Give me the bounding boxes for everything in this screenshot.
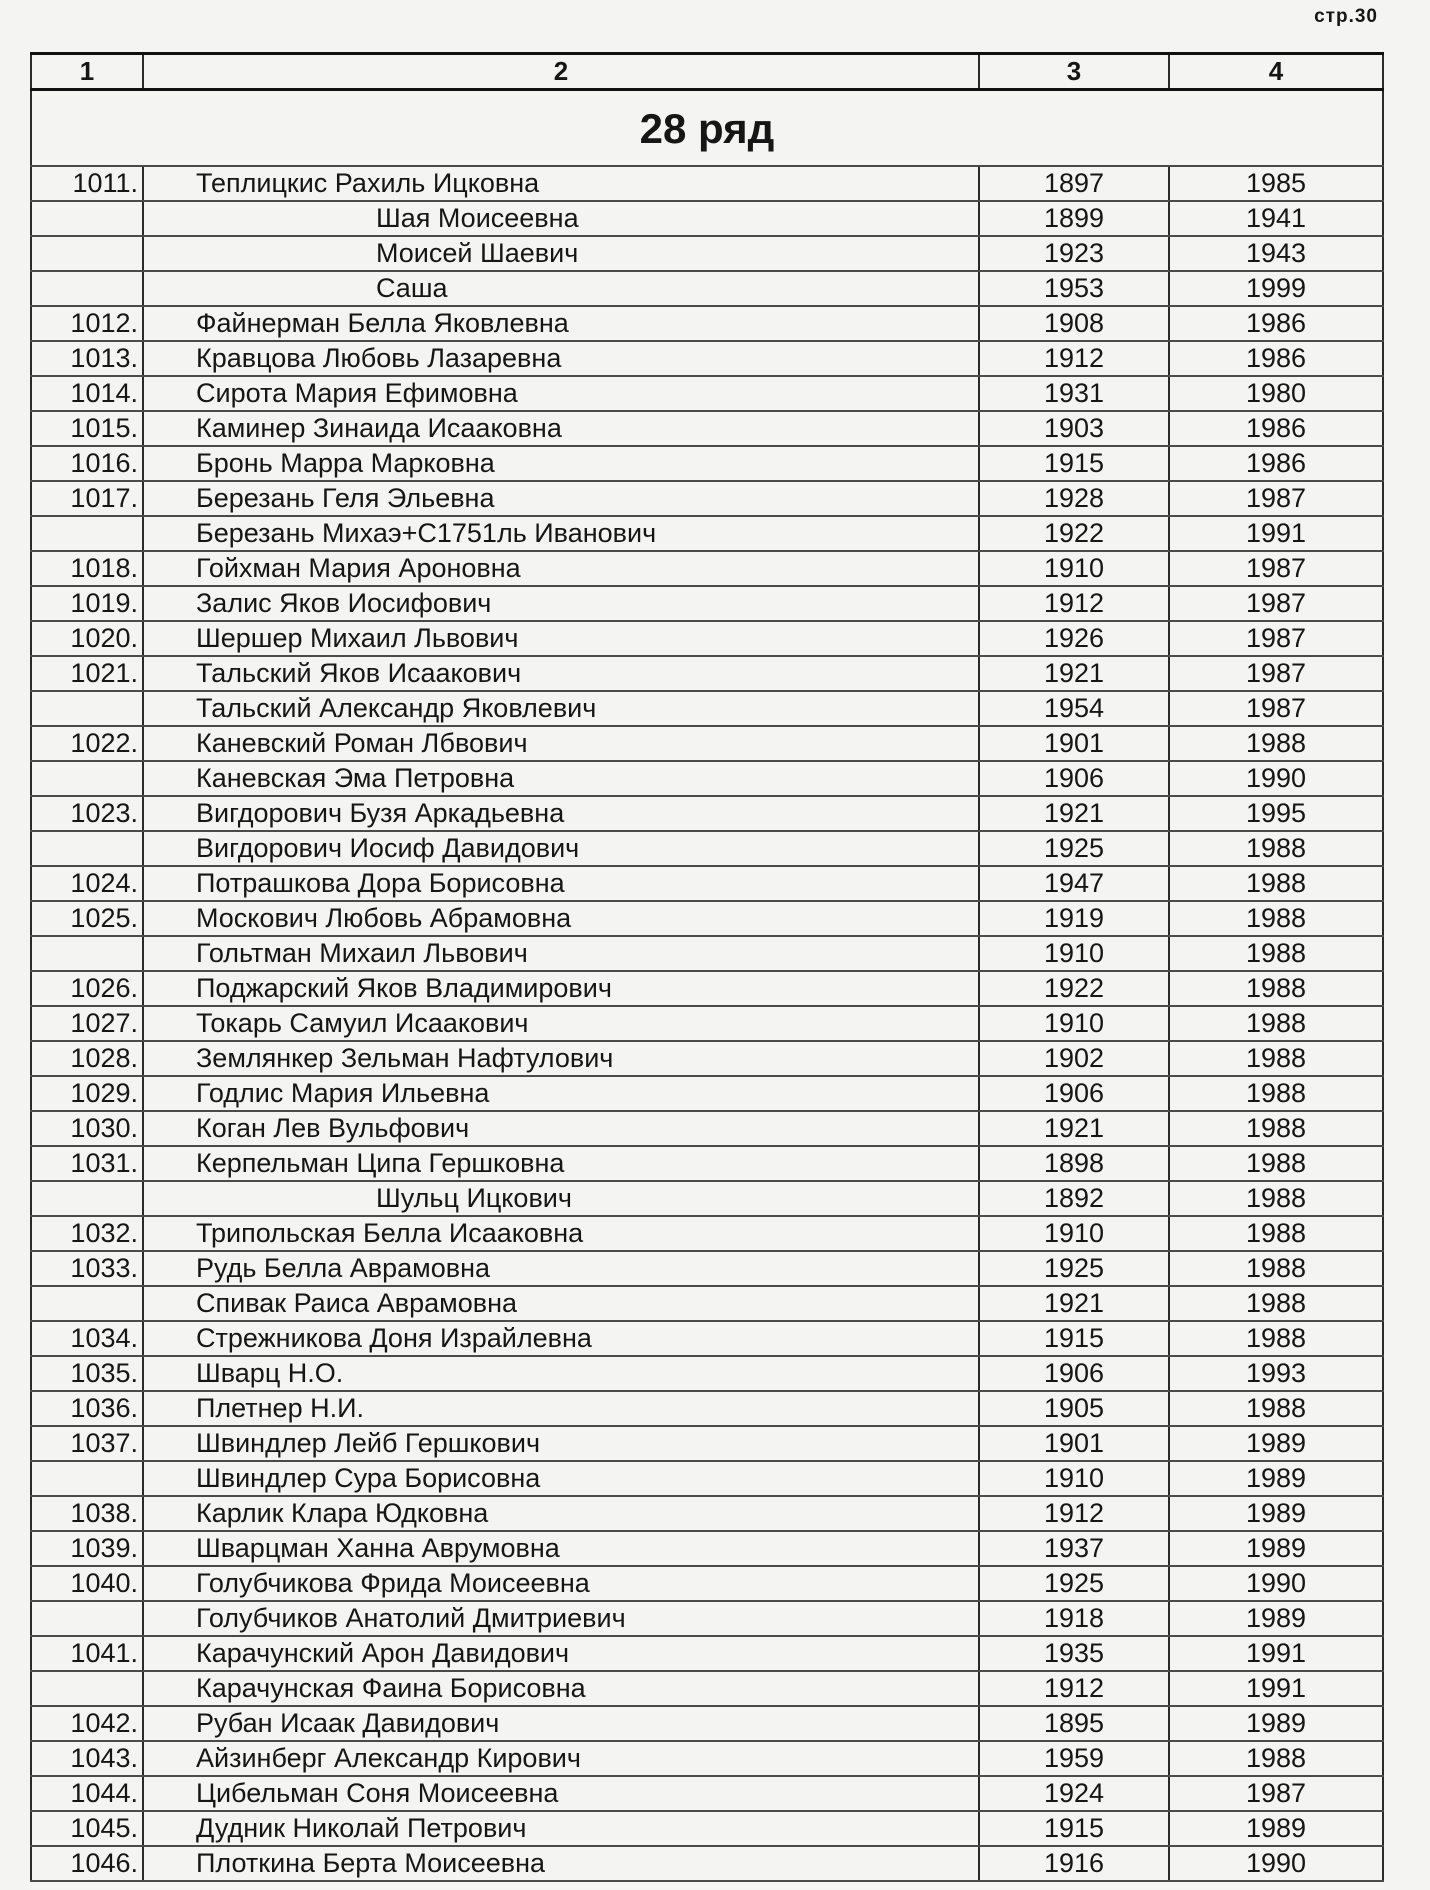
death-year: 1991 xyxy=(1169,516,1383,551)
row-number xyxy=(31,1286,143,1321)
person-name: Карлик Клара Юдковна xyxy=(143,1496,979,1531)
birth-year: 1910 xyxy=(979,936,1169,971)
death-year: 1988 xyxy=(1169,1181,1383,1216)
row-number xyxy=(31,1461,143,1496)
row-number: 1036. xyxy=(31,1391,143,1426)
table-row xyxy=(31,1776,1383,1811)
birth-year: 1912 xyxy=(979,1671,1169,1706)
death-year: 1988 xyxy=(1169,901,1383,936)
person-name: Плоткина Берта Моисеевна xyxy=(143,1846,979,1881)
death-year: 1989 xyxy=(1169,1601,1383,1636)
table-row xyxy=(31,936,1383,971)
death-year: 1987 xyxy=(1169,1776,1383,1811)
table-row xyxy=(31,656,1383,691)
column-header-2: 2 xyxy=(143,54,979,90)
section-title-row xyxy=(31,90,1383,167)
person-name: Цибельман Соня Моисеевна xyxy=(143,1776,979,1811)
birth-year: 1892 xyxy=(979,1181,1169,1216)
row-number: 1018. xyxy=(31,551,143,586)
row-number: 1016. xyxy=(31,446,143,481)
birth-year: 1912 xyxy=(979,341,1169,376)
death-year: 1991 xyxy=(1169,1671,1383,1706)
row-number: 1030. xyxy=(31,1111,143,1146)
death-year: 1989 xyxy=(1169,1461,1383,1496)
death-year: 1941 xyxy=(1169,201,1383,236)
person-name: Керпельман Ципа Гершковна xyxy=(143,1146,979,1181)
birth-year: 1922 xyxy=(979,516,1169,551)
death-year: 1986 xyxy=(1169,306,1383,341)
birth-year: 1895 xyxy=(979,1706,1169,1741)
birth-year: 1953 xyxy=(979,271,1169,306)
death-year: 1989 xyxy=(1169,1811,1383,1846)
person-name: Годлис Мария Ильевна xyxy=(143,1076,979,1111)
death-year: 1999 xyxy=(1169,271,1383,306)
row-number: 1017. xyxy=(31,481,143,516)
birth-year: 1921 xyxy=(979,796,1169,831)
death-year: 1988 xyxy=(1169,866,1383,901)
birth-year: 1925 xyxy=(979,1566,1169,1601)
person-name: Каневская Эма Петровна xyxy=(143,761,979,796)
row-number: 1022. xyxy=(31,726,143,761)
birth-year: 1921 xyxy=(979,1111,1169,1146)
table-row xyxy=(31,1111,1383,1146)
row-number: 1014. xyxy=(31,376,143,411)
person-name: Шульц Ицкович xyxy=(143,1181,979,1216)
table-row xyxy=(31,1496,1383,1531)
birth-year: 1903 xyxy=(979,411,1169,446)
birth-year: 1902 xyxy=(979,1041,1169,1076)
table-row xyxy=(31,1391,1383,1426)
row-number: 1033. xyxy=(31,1251,143,1286)
table-row xyxy=(31,1461,1383,1496)
birth-year: 1928 xyxy=(979,481,1169,516)
birth-year: 1910 xyxy=(979,1006,1169,1041)
birth-year: 1959 xyxy=(979,1741,1169,1776)
person-name: Файнерман Белла Яковлевна xyxy=(143,306,979,341)
row-number: 1028. xyxy=(31,1041,143,1076)
person-name: Шварцман Ханна Аврумовна xyxy=(143,1531,979,1566)
table-row xyxy=(31,166,1383,201)
row-number: 1043. xyxy=(31,1741,143,1776)
table-row xyxy=(31,1741,1383,1776)
person-name: Тальский Александр Яковлевич xyxy=(143,691,979,726)
death-year: 1990 xyxy=(1169,1566,1383,1601)
death-year: 1988 xyxy=(1169,1111,1383,1146)
row-number: 1041. xyxy=(31,1636,143,1671)
birth-year: 1901 xyxy=(979,1426,1169,1461)
row-number xyxy=(31,201,143,236)
column-header-row xyxy=(31,54,1383,90)
death-year: 1989 xyxy=(1169,1706,1383,1741)
row-number: 1027. xyxy=(31,1006,143,1041)
row-number: 1023. xyxy=(31,796,143,831)
table-row xyxy=(31,1636,1383,1671)
column-header-1: 1 xyxy=(31,54,143,90)
birth-year: 1922 xyxy=(979,971,1169,1006)
row-number: 1046. xyxy=(31,1846,143,1881)
column-header-3: 3 xyxy=(979,54,1169,90)
birth-year: 1937 xyxy=(979,1531,1169,1566)
table-row xyxy=(31,971,1383,1006)
death-year: 1980 xyxy=(1169,376,1383,411)
person-name: Плетнер Н.И. xyxy=(143,1391,979,1426)
table-row xyxy=(31,1146,1383,1181)
person-name: Шая Моисеевна xyxy=(143,201,979,236)
row-number: 1038. xyxy=(31,1496,143,1531)
person-name: Карачунский Арон Давидович xyxy=(143,1636,979,1671)
birth-year: 1906 xyxy=(979,1356,1169,1391)
person-name: Шершер Михаил Львович xyxy=(143,621,979,656)
birth-year: 1925 xyxy=(979,1251,1169,1286)
table-row xyxy=(31,1566,1383,1601)
person-name: Рудь Белла Аврамовна xyxy=(143,1251,979,1286)
page-number: стр.30 xyxy=(1314,6,1378,27)
person-name: Теплицкис Рахиль Ицковна xyxy=(143,166,979,201)
birth-year: 1925 xyxy=(979,831,1169,866)
death-year: 1989 xyxy=(1169,1531,1383,1566)
row-number xyxy=(31,831,143,866)
table-row xyxy=(31,1531,1383,1566)
table-row xyxy=(31,236,1383,271)
person-name: Кравцова Любовь Лазаревна xyxy=(143,341,979,376)
row-number: 1021. xyxy=(31,656,143,691)
person-name: Гольтман Михаил Львович xyxy=(143,936,979,971)
person-name: Вигдорович Иосиф Давидович xyxy=(143,831,979,866)
birth-year: 1908 xyxy=(979,306,1169,341)
death-year: 1988 xyxy=(1169,1286,1383,1321)
death-year: 1988 xyxy=(1169,1216,1383,1251)
table-row xyxy=(31,306,1383,341)
birth-year: 1905 xyxy=(979,1391,1169,1426)
death-year: 1988 xyxy=(1169,1251,1383,1286)
row-number xyxy=(31,761,143,796)
death-year: 1987 xyxy=(1169,586,1383,621)
person-name: Саша xyxy=(143,271,979,306)
birth-year: 1923 xyxy=(979,236,1169,271)
death-year: 1989 xyxy=(1169,1496,1383,1531)
burial-register-table xyxy=(30,52,1384,1882)
birth-year: 1931 xyxy=(979,376,1169,411)
birth-year: 1919 xyxy=(979,901,1169,936)
death-year: 1988 xyxy=(1169,1741,1383,1776)
table-row xyxy=(31,761,1383,796)
birth-year: 1918 xyxy=(979,1601,1169,1636)
birth-year: 1947 xyxy=(979,866,1169,901)
column-header-4: 4 xyxy=(1169,54,1383,90)
person-name: Моисей Шаевич xyxy=(143,236,979,271)
table-row xyxy=(31,831,1383,866)
table-row xyxy=(31,446,1383,481)
table-row xyxy=(31,621,1383,656)
row-number xyxy=(31,1671,143,1706)
row-number: 1042. xyxy=(31,1706,143,1741)
table-row xyxy=(31,376,1383,411)
birth-year: 1915 xyxy=(979,1811,1169,1846)
row-number: 1024. xyxy=(31,866,143,901)
table-row xyxy=(31,271,1383,306)
row-number xyxy=(31,236,143,271)
table-row xyxy=(31,1041,1383,1076)
person-name: Рубан Исаак Давидович xyxy=(143,1706,979,1741)
person-name: Трипольская Белла Исааковна xyxy=(143,1216,979,1251)
table-row xyxy=(31,1601,1383,1636)
death-year: 1995 xyxy=(1169,796,1383,831)
birth-year: 1916 xyxy=(979,1846,1169,1881)
birth-year: 1899 xyxy=(979,201,1169,236)
table-row xyxy=(31,481,1383,516)
person-name: Березань Геля Эльевна xyxy=(143,481,979,516)
person-name: Гойхман Мария Ароновна xyxy=(143,551,979,586)
table-row xyxy=(31,726,1383,761)
death-year: 1988 xyxy=(1169,1006,1383,1041)
row-number: 1015. xyxy=(31,411,143,446)
person-name: Коган Лев Вульфович xyxy=(143,1111,979,1146)
table-row xyxy=(31,1006,1383,1041)
person-name: Каминер Зинаида Исааковна xyxy=(143,411,979,446)
birth-year: 1954 xyxy=(979,691,1169,726)
birth-year: 1897 xyxy=(979,166,1169,201)
row-number: 1032. xyxy=(31,1216,143,1251)
person-name: Вигдорович Бузя Аркадьевна xyxy=(143,796,979,831)
death-year: 1988 xyxy=(1169,1041,1383,1076)
table-row xyxy=(31,796,1383,831)
table-row xyxy=(31,1216,1383,1251)
table-row xyxy=(31,1321,1383,1356)
row-number: 1019. xyxy=(31,586,143,621)
table-row xyxy=(31,1846,1383,1881)
row-number xyxy=(31,691,143,726)
birth-year: 1924 xyxy=(979,1776,1169,1811)
row-number: 1037. xyxy=(31,1426,143,1461)
row-number xyxy=(31,936,143,971)
death-year: 1985 xyxy=(1169,166,1383,201)
row-number xyxy=(31,516,143,551)
table-row xyxy=(31,341,1383,376)
row-number: 1045. xyxy=(31,1811,143,1846)
table-row xyxy=(31,516,1383,551)
death-year: 1986 xyxy=(1169,341,1383,376)
row-number: 1026. xyxy=(31,971,143,1006)
table-row xyxy=(31,691,1383,726)
table-row xyxy=(31,1811,1383,1846)
table-row xyxy=(31,1286,1383,1321)
person-name: Швиндлер Лейб Гершкович xyxy=(143,1426,979,1461)
person-name: Поджарский Яков Владимирович xyxy=(143,971,979,1006)
row-number: 1031. xyxy=(31,1146,143,1181)
row-number: 1029. xyxy=(31,1076,143,1111)
row-number: 1034. xyxy=(31,1321,143,1356)
death-year: 1987 xyxy=(1169,656,1383,691)
death-year: 1990 xyxy=(1169,761,1383,796)
birth-year: 1901 xyxy=(979,726,1169,761)
death-year: 1993 xyxy=(1169,1356,1383,1391)
person-name: Карачунская Фаина Борисовна xyxy=(143,1671,979,1706)
person-name: Залис Яков Иосифович xyxy=(143,586,979,621)
death-year: 1988 xyxy=(1169,1321,1383,1356)
death-year: 1987 xyxy=(1169,481,1383,516)
death-year: 1989 xyxy=(1169,1426,1383,1461)
birth-year: 1935 xyxy=(979,1636,1169,1671)
table-row xyxy=(31,201,1383,236)
birth-year: 1910 xyxy=(979,1461,1169,1496)
row-number: 1013. xyxy=(31,341,143,376)
person-name: Тальский Яков Исаакович xyxy=(143,656,979,691)
birth-year: 1910 xyxy=(979,1216,1169,1251)
death-year: 1991 xyxy=(1169,1636,1383,1671)
death-year: 1988 xyxy=(1169,971,1383,1006)
death-year: 1987 xyxy=(1169,551,1383,586)
table-row xyxy=(31,1181,1383,1216)
row-number: 1020. xyxy=(31,621,143,656)
row-number: 1039. xyxy=(31,1531,143,1566)
birth-year: 1906 xyxy=(979,761,1169,796)
table-row xyxy=(31,1356,1383,1391)
section-title: 28 ряд xyxy=(31,90,1383,167)
person-name: Бронь Марра Марковна xyxy=(143,446,979,481)
register-body xyxy=(31,90,1383,1882)
death-year: 1987 xyxy=(1169,691,1383,726)
table-row xyxy=(31,551,1383,586)
table-row xyxy=(31,866,1383,901)
birth-year: 1906 xyxy=(979,1076,1169,1111)
birth-year: 1898 xyxy=(979,1146,1169,1181)
row-number xyxy=(31,1181,143,1216)
birth-year: 1912 xyxy=(979,1496,1169,1531)
death-year: 1943 xyxy=(1169,236,1383,271)
death-year: 1990 xyxy=(1169,1846,1383,1881)
birth-year: 1910 xyxy=(979,551,1169,586)
table-row xyxy=(31,901,1383,936)
birth-year: 1926 xyxy=(979,621,1169,656)
death-year: 1988 xyxy=(1169,1391,1383,1426)
row-number: 1044. xyxy=(31,1776,143,1811)
table-row xyxy=(31,411,1383,446)
person-name: Березань Михаэ+C1751ль Иванович xyxy=(143,516,979,551)
row-number: 1040. xyxy=(31,1566,143,1601)
death-year: 1988 xyxy=(1169,831,1383,866)
person-name: Шварц Н.О. xyxy=(143,1356,979,1391)
table-row xyxy=(31,1671,1383,1706)
person-name: Стрежникова Доня Израйлевна xyxy=(143,1321,979,1356)
person-name: Токарь Самуил Исаакович xyxy=(143,1006,979,1041)
person-name: Землянкер Зельман Нафтулович xyxy=(143,1041,979,1076)
death-year: 1988 xyxy=(1169,1076,1383,1111)
death-year: 1988 xyxy=(1169,726,1383,761)
row-number: 1025. xyxy=(31,901,143,936)
table-row xyxy=(31,586,1383,621)
person-name: Дудник Николай Петрович xyxy=(143,1811,979,1846)
death-year: 1986 xyxy=(1169,411,1383,446)
row-number: 1035. xyxy=(31,1356,143,1391)
table-row xyxy=(31,1251,1383,1286)
table-row xyxy=(31,1076,1383,1111)
birth-year: 1912 xyxy=(979,586,1169,621)
person-name: Потрашкова Дора Борисовна xyxy=(143,866,979,901)
birth-year: 1921 xyxy=(979,1286,1169,1321)
person-name: Спивак Раиса Аврамовна xyxy=(143,1286,979,1321)
birth-year: 1921 xyxy=(979,656,1169,691)
birth-year: 1915 xyxy=(979,446,1169,481)
person-name: Голубчиков Анатолий Дмитриевич xyxy=(143,1601,979,1636)
death-year: 1987 xyxy=(1169,621,1383,656)
person-name: Айзинберг Александр Кирович xyxy=(143,1741,979,1776)
death-year: 1986 xyxy=(1169,446,1383,481)
person-name: Каневский Роман Лбвович xyxy=(143,726,979,761)
row-number: 1012. xyxy=(31,306,143,341)
death-year: 1988 xyxy=(1169,936,1383,971)
table-row xyxy=(31,1426,1383,1461)
row-number: 1011. xyxy=(31,166,143,201)
death-year: 1988 xyxy=(1169,1146,1383,1181)
table-row xyxy=(31,1706,1383,1741)
person-name: Сирота Мария Ефимовна xyxy=(143,376,979,411)
person-name: Швиндлер Сура Борисовна xyxy=(143,1461,979,1496)
row-number xyxy=(31,1601,143,1636)
birth-year: 1915 xyxy=(979,1321,1169,1356)
row-number xyxy=(31,271,143,306)
person-name: Голубчикова Фрида Моисеевна xyxy=(143,1566,979,1601)
person-name: Москович Любовь Абрамовна xyxy=(143,901,979,936)
